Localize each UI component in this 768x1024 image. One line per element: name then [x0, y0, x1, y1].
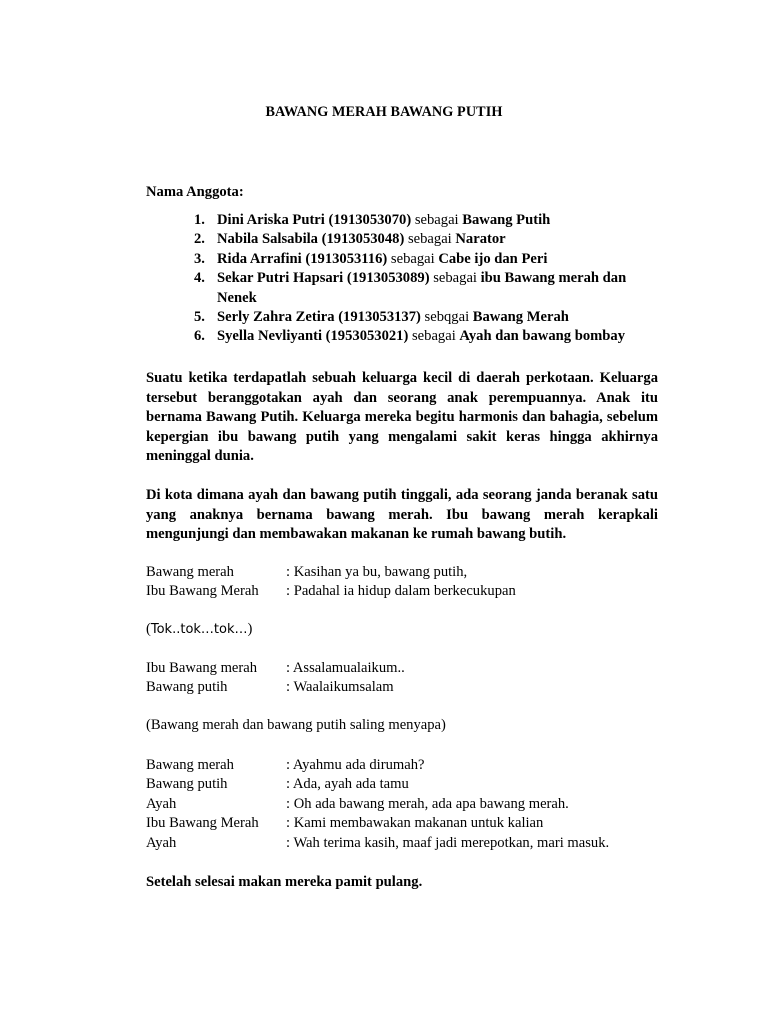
member-name: Dini Ariska Putri (1913053070)	[217, 212, 412, 228]
document-title: BAWANG MERAH BAWANG PUTIH	[265, 104, 503, 120]
dialogue-row	[146, 563, 666, 582]
list-item	[182, 211, 662, 230]
member-role: Bawang Putih	[462, 212, 551, 228]
member-name: Serly Zahra Zetira (1913053137)	[217, 309, 421, 326]
member-name: Nabila Salsabila (1913053048)	[217, 231, 405, 248]
list-item	[182, 269, 662, 308]
dialogue-block-3	[146, 756, 666, 853]
dialogue-line: : Ayahmu ada dirumah?	[286, 757, 425, 773]
narration-paragraph-1: Suatu ketika terdapatlah sebuah keluarga kecil di daerah perkotaan. Keluarga tersebut beranggotakan ayah dan seorang anak perempuannya. Anak itu bernama Bawang Putih. Keluarga mereka begitu harmonis dan bahagia, sebelum kepergian ibu bawang putih yang mengalami sakit keras hingga akhirnya meninggal dunia.	[146, 370, 658, 464]
dialogue-row	[146, 834, 666, 853]
sound-note: (Tok..tok…tok…)	[146, 621, 253, 637]
member-as: sebagai	[411, 212, 463, 228]
member-as: sebagai	[387, 250, 439, 267]
member-as: sebagai	[429, 270, 481, 287]
speaker: Ayah	[146, 834, 177, 851]
list-item	[182, 230, 662, 249]
speaker: Bawang merah	[146, 757, 234, 773]
member-as: sebqgai	[420, 309, 473, 326]
dialogue-line: : Waalaikumsalam	[286, 679, 394, 696]
dialogue-line: : Padahal ia hidup dalam berkecukupan	[286, 583, 516, 600]
dialogue-line: : Kasihan ya bu, bawang putih,	[286, 564, 468, 580]
dialogue-row	[146, 795, 666, 814]
dialogue-row	[146, 756, 666, 775]
stage-note: (Bawang merah dan bawang putih saling menyapa)	[146, 717, 446, 733]
list-item	[182, 327, 662, 346]
members-heading: Nama Anggota:	[146, 184, 244, 200]
narration-paragraph-2: Di kota dimana ayah dan bawang putih tinggali, ada seorang janda beranak satu yang anaknya bernama bawang merah. Ibu bawang merah kerapkali mengunjungi dan membawakan makanan ke rumah bawang butih.	[146, 487, 658, 542]
member-name: Sekar Putri Hapsari (1913053089)	[217, 270, 430, 287]
list-number: 6.	[194, 328, 205, 345]
dialogue-row	[146, 775, 666, 794]
list-number: 3.	[194, 250, 205, 267]
member-role: Cabe ijo dan Peri	[438, 250, 548, 267]
dialogue-line: : Assalamualaikum..	[286, 660, 405, 676]
dialogue-line: : Ada, ayah ada tamu	[286, 776, 409, 793]
members-list	[182, 211, 662, 347]
dialogue-row	[146, 814, 666, 833]
list-number: 1.	[194, 212, 205, 228]
member-as: sebagai	[404, 231, 456, 248]
speaker: Ayah	[146, 795, 177, 812]
dialogue-row	[146, 659, 666, 678]
speaker: Ibu Bawang Merah	[146, 583, 259, 600]
member-role-continued: Nenek	[217, 289, 257, 306]
speaker: Bawang putih	[146, 679, 228, 696]
member-role: Narator	[455, 231, 506, 248]
speaker: Bawang putih	[146, 776, 228, 793]
member-as: sebagai	[408, 328, 460, 345]
closing-line: Setelah selesai makan mereka pamit pulang.	[146, 874, 423, 890]
list-item	[182, 250, 662, 269]
member-role: Bawang Merah	[472, 309, 569, 326]
speaker: Ibu Bawang Merah	[146, 815, 259, 832]
dialogue-row	[146, 678, 666, 697]
dialogue-line: : Kami membawakan makanan untuk kalian	[286, 815, 544, 832]
list-number: 4.	[194, 270, 205, 287]
sound-text: Tok..tok…tok…	[150, 622, 248, 637]
dialogue-block-2	[146, 659, 666, 698]
member-role: ibu Bawang merah dan	[480, 270, 627, 287]
speaker: Bawang merah	[146, 564, 234, 580]
dialogue-row	[146, 582, 666, 601]
list-number: 5.	[194, 309, 205, 326]
list-item	[182, 308, 662, 327]
dialogue-line: : Oh ada bawang merah, ada apa bawang merah.	[286, 795, 569, 812]
speaker: Ibu Bawang merah	[146, 660, 258, 676]
dialogue-line: : Wah terima kasih, maaf jadi merepotkan, mari masuk.	[286, 834, 610, 851]
member-name: Syella Nevliyanti (1953053021)	[217, 328, 409, 345]
member-role: Ayah dan bawang bombay	[459, 328, 625, 345]
list-number: 2.	[194, 231, 205, 248]
dialogue-block-1	[146, 563, 666, 602]
member-name: Rida Arrafini (1913053116)	[217, 250, 388, 267]
